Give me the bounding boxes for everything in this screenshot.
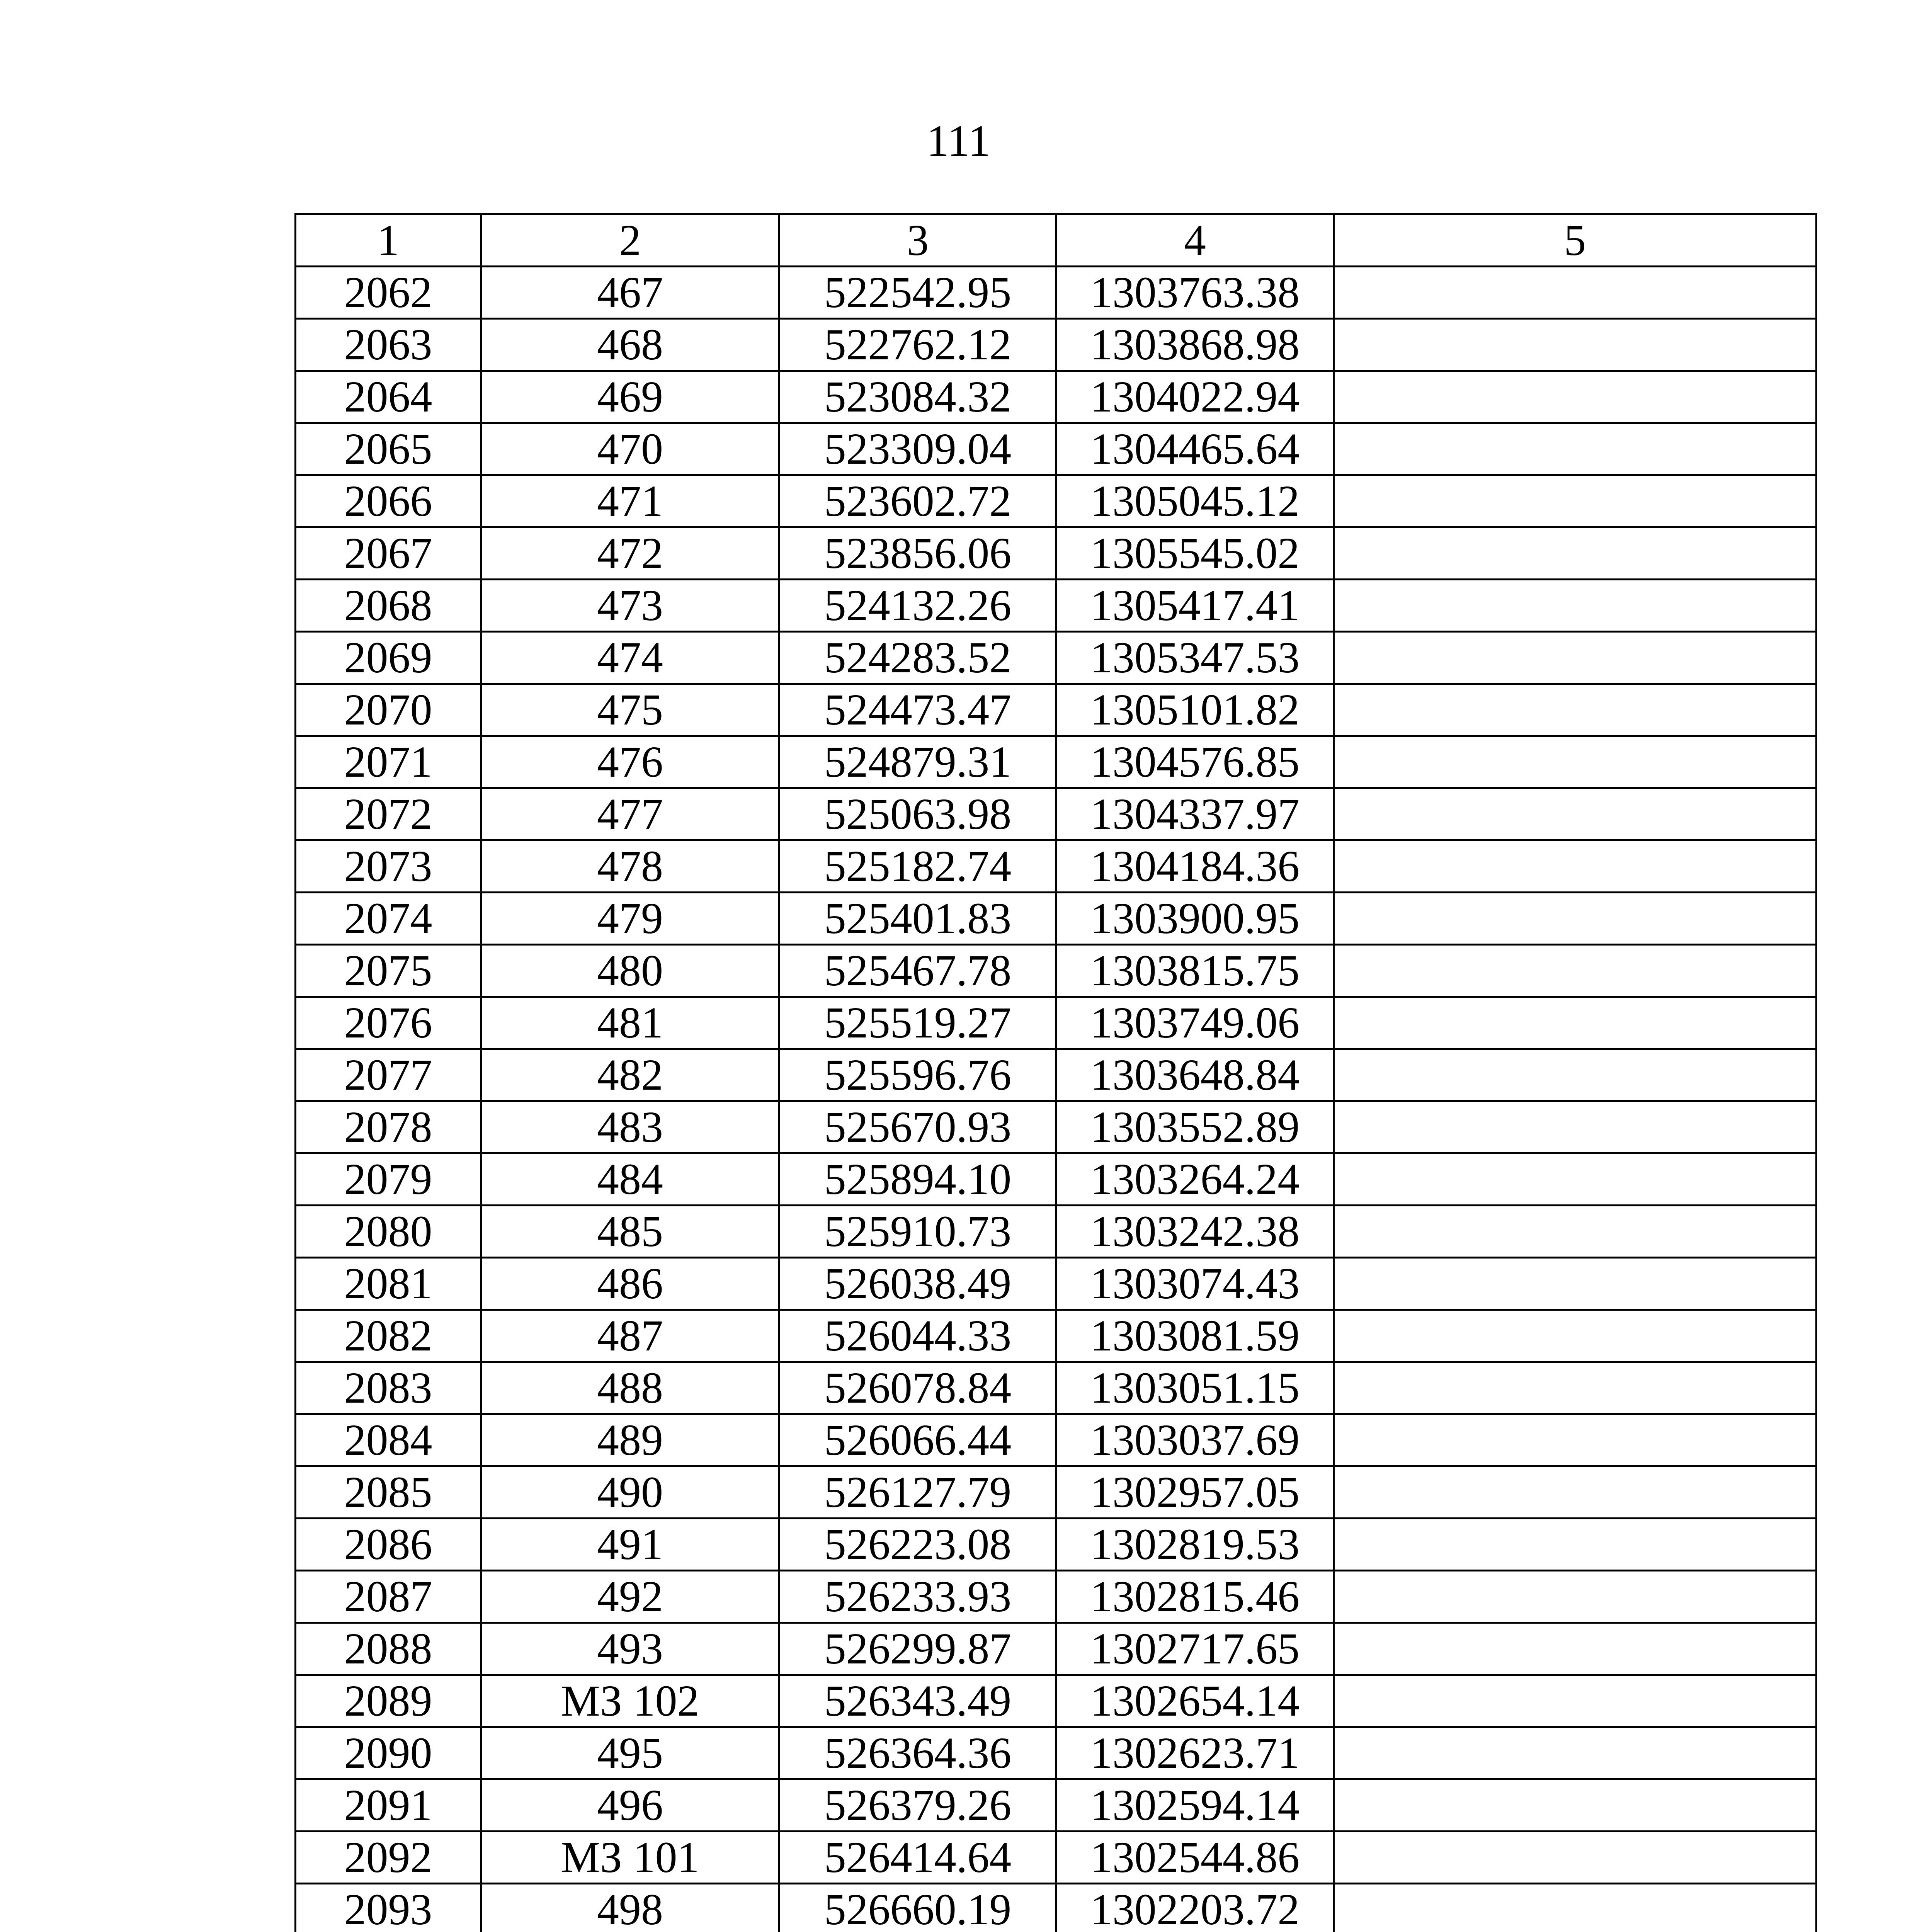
cell-y-coordinate: 1303081.59	[1056, 1310, 1334, 1362]
cell-y-coordinate: 1302815.46	[1056, 1571, 1334, 1623]
table-row	[296, 1675, 1817, 1727]
cell-x-coordinate: 524879.31	[779, 736, 1056, 788]
table-row	[296, 1779, 1817, 1832]
cell-note	[1334, 1675, 1817, 1727]
cell-note	[1334, 1727, 1817, 1779]
cell-note	[1334, 580, 1817, 632]
cell-point-id: 495	[481, 1727, 779, 1779]
table-row	[296, 1414, 1817, 1466]
cell-x-coordinate: 523602.72	[779, 475, 1056, 527]
cell-x-coordinate: 524283.52	[779, 632, 1056, 684]
cell-row-number: 2077	[296, 1049, 481, 1101]
cell-point-id: 469	[481, 371, 779, 423]
cell-x-coordinate: 525063.98	[779, 788, 1056, 840]
cell-point-id: 477	[481, 788, 779, 840]
cell-y-coordinate: 1305347.53	[1056, 632, 1334, 684]
cell-point-id: 473	[481, 580, 779, 632]
table-row	[296, 527, 1817, 580]
cell-point-id: МЗ 102	[481, 1675, 779, 1727]
cell-x-coordinate: 525910.73	[779, 1206, 1056, 1258]
cell-point-id: 490	[481, 1466, 779, 1519]
table-row	[296, 893, 1817, 945]
table-row	[296, 1362, 1817, 1414]
table-row	[296, 736, 1817, 788]
cell-row-number: 2083	[296, 1362, 481, 1414]
table-row	[296, 1466, 1817, 1519]
cell-x-coordinate: 526066.44	[779, 1414, 1056, 1466]
cell-row-number: 2073	[296, 840, 481, 893]
column-header: 4	[1056, 214, 1334, 267]
cell-x-coordinate: 526038.49	[779, 1258, 1056, 1310]
cell-y-coordinate: 1304337.97	[1056, 788, 1334, 840]
cell-y-coordinate: 1303648.84	[1056, 1049, 1334, 1101]
cell-point-id: 468	[481, 319, 779, 371]
table-row	[296, 1049, 1817, 1101]
cell-point-id: 476	[481, 736, 779, 788]
table-row	[296, 1206, 1817, 1258]
table-row	[296, 632, 1817, 684]
cell-point-id: 483	[481, 1101, 779, 1153]
cell-y-coordinate: 1302717.65	[1056, 1623, 1334, 1675]
cell-x-coordinate: 526299.87	[779, 1623, 1056, 1675]
cell-y-coordinate: 1303264.24	[1056, 1153, 1334, 1206]
cell-x-coordinate: 525519.27	[779, 997, 1056, 1049]
cell-point-id: 467	[481, 267, 779, 319]
cell-point-id: 492	[481, 1571, 779, 1623]
cell-x-coordinate: 525670.93	[779, 1101, 1056, 1153]
cell-note	[1334, 632, 1817, 684]
cell-y-coordinate: 1304465.64	[1056, 423, 1334, 475]
table-row	[296, 1832, 1817, 1884]
cell-row-number: 2069	[296, 632, 481, 684]
table-row	[296, 423, 1817, 475]
table-row	[296, 371, 1817, 423]
cell-y-coordinate: 1303868.98	[1056, 319, 1334, 371]
cell-note	[1334, 1884, 1817, 1932]
cell-row-number: 2076	[296, 997, 481, 1049]
cell-row-number: 2092	[296, 1832, 481, 1884]
coordinates-table	[294, 213, 1817, 1932]
cell-row-number: 2066	[296, 475, 481, 527]
cell-point-id: 479	[481, 893, 779, 945]
cell-row-number: 2068	[296, 580, 481, 632]
cell-point-id: 481	[481, 997, 779, 1049]
cell-x-coordinate: 522542.95	[779, 267, 1056, 319]
cell-x-coordinate: 525467.78	[779, 945, 1056, 997]
cell-x-coordinate: 526343.49	[779, 1675, 1056, 1727]
cell-x-coordinate: 526414.64	[779, 1832, 1056, 1884]
cell-note	[1334, 423, 1817, 475]
cell-y-coordinate: 1305545.02	[1056, 527, 1334, 580]
cell-y-coordinate: 1304022.94	[1056, 371, 1334, 423]
cell-x-coordinate: 525894.10	[779, 1153, 1056, 1206]
cell-y-coordinate: 1303900.95	[1056, 893, 1334, 945]
cell-note	[1334, 736, 1817, 788]
cell-y-coordinate: 1302623.71	[1056, 1727, 1334, 1779]
table-row	[296, 1519, 1817, 1571]
column-header: 5	[1334, 214, 1817, 267]
cell-x-coordinate: 526223.08	[779, 1519, 1056, 1571]
cell-note	[1334, 1571, 1817, 1623]
cell-row-number: 2085	[296, 1466, 481, 1519]
cell-note	[1334, 1362, 1817, 1414]
cell-row-number: 2091	[296, 1779, 481, 1832]
cell-point-id: МЗ 101	[481, 1832, 779, 1884]
cell-point-id: 470	[481, 423, 779, 475]
cell-note	[1334, 788, 1817, 840]
cell-row-number: 2089	[296, 1675, 481, 1727]
cell-x-coordinate: 526044.33	[779, 1310, 1056, 1362]
table-row	[296, 1310, 1817, 1362]
cell-y-coordinate: 1302819.53	[1056, 1519, 1334, 1571]
cell-point-id: 478	[481, 840, 779, 893]
cell-row-number: 2080	[296, 1206, 481, 1258]
cell-row-number: 2063	[296, 319, 481, 371]
table-row	[296, 1884, 1817, 1932]
cell-row-number: 2075	[296, 945, 481, 997]
cell-note	[1334, 267, 1817, 319]
cell-point-id: 489	[481, 1414, 779, 1466]
cell-note	[1334, 475, 1817, 527]
cell-y-coordinate: 1305101.82	[1056, 684, 1334, 736]
table-row	[296, 1623, 1817, 1675]
cell-note	[1334, 840, 1817, 893]
cell-note	[1334, 1153, 1817, 1206]
table-row	[296, 319, 1817, 371]
cell-note	[1334, 1779, 1817, 1832]
cell-point-id: 475	[481, 684, 779, 736]
cell-note	[1334, 1206, 1817, 1258]
cell-y-coordinate: 1303763.38	[1056, 267, 1334, 319]
table-header-row	[296, 214, 1817, 267]
cell-row-number: 2090	[296, 1727, 481, 1779]
cell-row-number: 2065	[296, 423, 481, 475]
cell-row-number: 2067	[296, 527, 481, 580]
column-header: 2	[481, 214, 779, 267]
table-row	[296, 1101, 1817, 1153]
cell-point-id: 491	[481, 1519, 779, 1571]
cell-y-coordinate: 1303242.38	[1056, 1206, 1334, 1258]
cell-y-coordinate: 1305045.12	[1056, 475, 1334, 527]
cell-y-coordinate: 1302594.14	[1056, 1779, 1334, 1832]
cell-x-coordinate: 523856.06	[779, 527, 1056, 580]
cell-x-coordinate: 524473.47	[779, 684, 1056, 736]
cell-y-coordinate: 1303552.89	[1056, 1101, 1334, 1153]
cell-row-number: 2071	[296, 736, 481, 788]
table-row	[296, 840, 1817, 893]
cell-x-coordinate: 526364.36	[779, 1727, 1056, 1779]
cell-note	[1334, 1049, 1817, 1101]
cell-point-id: 488	[481, 1362, 779, 1414]
cell-x-coordinate: 522762.12	[779, 319, 1056, 371]
cell-note	[1334, 527, 1817, 580]
cell-point-id: 480	[481, 945, 779, 997]
cell-row-number: 2074	[296, 893, 481, 945]
cell-y-coordinate: 1303037.69	[1056, 1414, 1334, 1466]
cell-note	[1334, 1832, 1817, 1884]
cell-note	[1334, 371, 1817, 423]
cell-row-number: 2081	[296, 1258, 481, 1310]
cell-point-id: 471	[481, 475, 779, 527]
cell-row-number: 2082	[296, 1310, 481, 1362]
cell-note	[1334, 1623, 1817, 1675]
column-header: 1	[296, 214, 481, 267]
table-row	[296, 475, 1817, 527]
cell-x-coordinate: 524132.26	[779, 580, 1056, 632]
cell-row-number: 2062	[296, 267, 481, 319]
cell-row-number: 2093	[296, 1884, 481, 1932]
table-body	[296, 267, 1817, 1932]
cell-y-coordinate: 1302957.05	[1056, 1466, 1334, 1519]
cell-y-coordinate: 1302544.86	[1056, 1832, 1334, 1884]
cell-note	[1334, 1466, 1817, 1519]
cell-note	[1334, 1310, 1817, 1362]
cell-point-id: 472	[481, 527, 779, 580]
table-row	[296, 684, 1817, 736]
cell-y-coordinate: 1303815.75	[1056, 945, 1334, 997]
table-row	[296, 1153, 1817, 1206]
column-header: 3	[779, 214, 1056, 267]
cell-y-coordinate: 1304184.36	[1056, 840, 1334, 893]
cell-x-coordinate: 526379.26	[779, 1779, 1056, 1832]
cell-note	[1334, 1101, 1817, 1153]
cell-y-coordinate: 1304576.85	[1056, 736, 1334, 788]
cell-point-id: 482	[481, 1049, 779, 1101]
cell-y-coordinate: 1303749.06	[1056, 997, 1334, 1049]
table-row	[296, 580, 1817, 632]
cell-note	[1334, 1258, 1817, 1310]
cell-row-number: 2064	[296, 371, 481, 423]
cell-row-number: 2087	[296, 1571, 481, 1623]
cell-x-coordinate: 525596.76	[779, 1049, 1056, 1101]
cell-row-number: 2072	[296, 788, 481, 840]
cell-x-coordinate: 525182.74	[779, 840, 1056, 893]
cell-x-coordinate: 526127.79	[779, 1466, 1056, 1519]
table-row	[296, 1571, 1817, 1623]
cell-x-coordinate: 526233.93	[779, 1571, 1056, 1623]
cell-note	[1334, 1414, 1817, 1466]
cell-point-id: 493	[481, 1623, 779, 1675]
cell-note	[1334, 684, 1817, 736]
cell-y-coordinate: 1303051.15	[1056, 1362, 1334, 1414]
cell-row-number: 2086	[296, 1519, 481, 1571]
table-row	[296, 945, 1817, 997]
page-number: 111	[926, 116, 991, 166]
cell-point-id: 484	[481, 1153, 779, 1206]
cell-x-coordinate: 526660.19	[779, 1884, 1056, 1932]
cell-note	[1334, 997, 1817, 1049]
cell-x-coordinate: 523084.32	[779, 371, 1056, 423]
table-row	[296, 1258, 1817, 1310]
cell-point-id: 496	[481, 1779, 779, 1832]
cell-y-coordinate: 1305417.41	[1056, 580, 1334, 632]
cell-x-coordinate: 526078.84	[779, 1362, 1056, 1414]
cell-note	[1334, 1519, 1817, 1571]
cell-row-number: 2078	[296, 1101, 481, 1153]
cell-note	[1334, 893, 1817, 945]
cell-y-coordinate: 1302203.72	[1056, 1884, 1334, 1932]
cell-point-id: 474	[481, 632, 779, 684]
table-row	[296, 997, 1817, 1049]
cell-point-id: 487	[481, 1310, 779, 1362]
table-row	[296, 267, 1817, 319]
table-row	[296, 1727, 1817, 1779]
cell-note	[1334, 319, 1817, 371]
cell-row-number: 2084	[296, 1414, 481, 1466]
table-row	[296, 788, 1817, 840]
cell-note	[1334, 945, 1817, 997]
cell-y-coordinate: 1303074.43	[1056, 1258, 1334, 1310]
cell-point-id: 485	[481, 1206, 779, 1258]
cell-row-number: 2088	[296, 1623, 481, 1675]
cell-point-id: 486	[481, 1258, 779, 1310]
cell-row-number: 2079	[296, 1153, 481, 1206]
cell-y-coordinate: 1302654.14	[1056, 1675, 1334, 1727]
cell-x-coordinate: 525401.83	[779, 893, 1056, 945]
cell-row-number: 2070	[296, 684, 481, 736]
cell-point-id: 498	[481, 1884, 779, 1932]
cell-x-coordinate: 523309.04	[779, 423, 1056, 475]
